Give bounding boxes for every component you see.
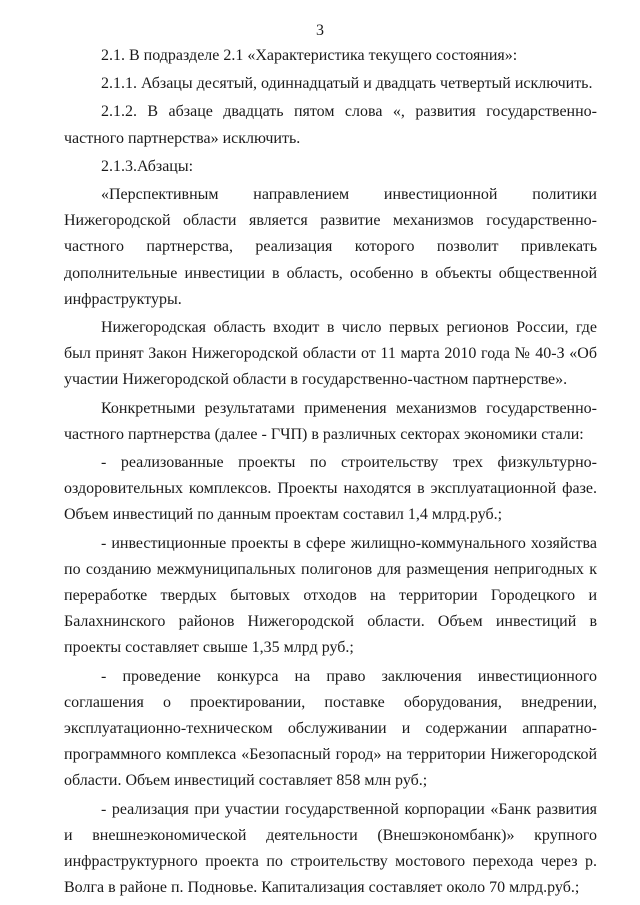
paragraph-quote-intro: «Перспективным направлением инвестиционной политики Нижегородской области является развитие механизмов государственно-частного партнерства, реализация которого позволит привлекать дополнительные инвестиции в область, особенно в объекты общественной инфраструктуры.: [64, 186, 597, 308]
paragraph-results-intro: Конкретными результатами применения механизмов государственно-частного партнерства (далее - ГЧП) в различных секторах экономики стали:: [64, 399, 597, 443]
page-number: 3: [316, 22, 324, 39]
paragraph-2-1-2: 2.1.2. В абзаце двадцать пятом слова «, развития государственно-частного партнерства» исключить.: [64, 103, 597, 147]
paragraph-2-1-1: 2.1.1. Абзацы десятый, одиннадцатый и двадцать четвертый исключить.: [101, 75, 593, 93]
paragraph-2-1-3: 2.1.3.Абзацы:: [101, 157, 194, 175]
document-body: [64, 43, 597, 902]
list-item-safe-city: - проведение конкурса на право заключения инвестиционного соглашения о проектировании, поставке оборудования, внедрении, эксплуатационно-техническом обслуживании и содержании аппаратно-программного комплекса «Безопасный город» на территории Нижегородской области. Объем инвестиций составляет 858 млн руб.;: [64, 667, 597, 790]
list-item-volga-bridge: - реализация при участии государственной корпорации «Банк развития и внешнеэкономической деятельности (Внешэкономбанк)» крупного инфраструктурного проекта по строительству мостового перехода через р. Волга в районе п. Подновье. Капитализация составляет около 70 млрд.руб.;: [64, 800, 597, 897]
list-item-sports-complexes: - реализованные проекты по строительству трех физкультурно-оздоровительных комплексов. Проекты находятся в эксплуатационной фазе. Объем инвестиций по данным проектам составил 1,4 млрд.руб.;: [64, 454, 597, 524]
paragraph-region-law: Нижегородская область входит в число первых регионов России, где был принят Закон Нижегородской области от 11 марта 2010 года № 40-З «Об участии Нижегородской области в государственно-частном партнерстве».: [64, 319, 597, 389]
list-item-waste-landfills: - инвестиционные проекты в сфере жилищно-коммунального хозяйства по созданию межмуниципальных полигонов для размещения непригодных к переработке твердых бытовых отходов на территории Городецкого и Балахнинского районов Нижегородской области. Объем инвестиций в проекты составляет свыше 1,35 млрд руб.;: [64, 534, 597, 657]
paragraph-2-1: 2.1. В подразделе 2.1 «Характеристика текущего состояния»:: [101, 47, 518, 64]
